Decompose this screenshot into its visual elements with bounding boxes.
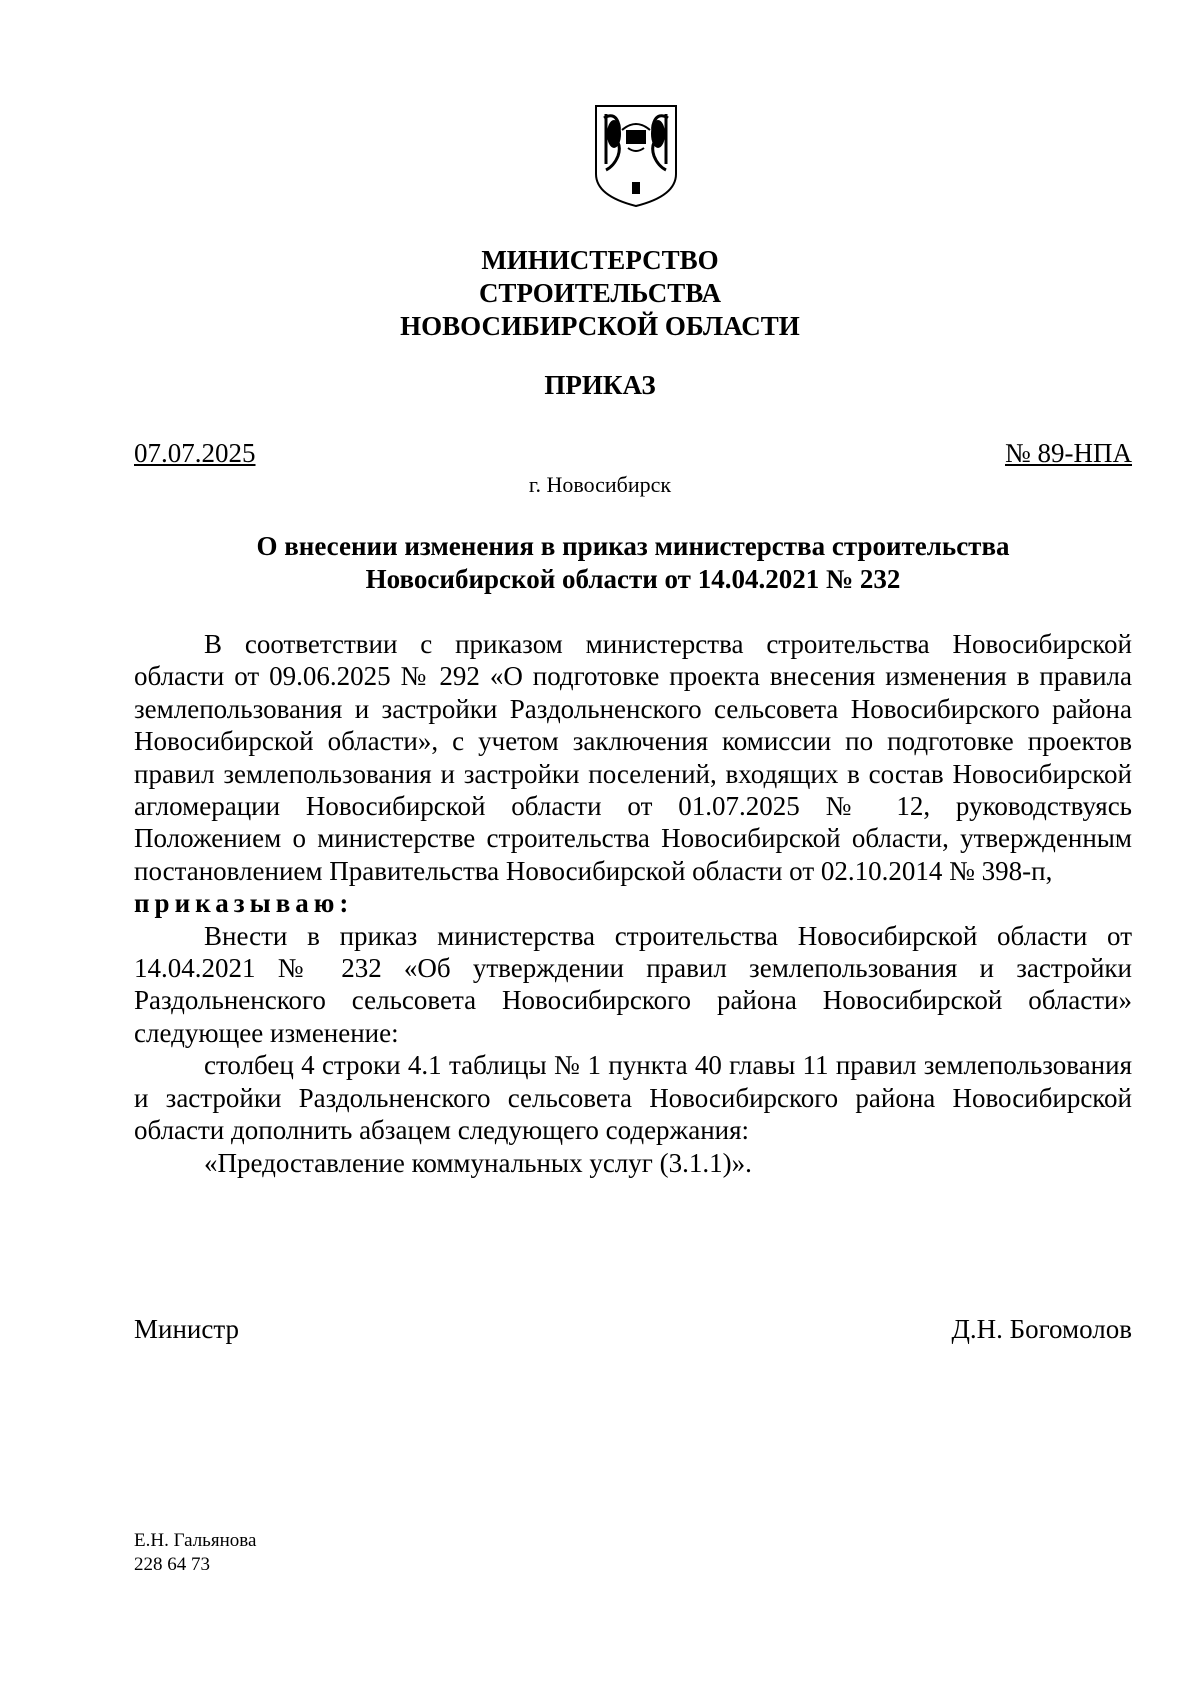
- body-paragraph-location: столбец 4 строки 4.1 таблицы № 1 пункта 40 главы 11 правил землепользования и застройки Раздольненского сельсовета Новосибирского района Новосибирской области дополнить абзацем следующего содержания:: [134, 1050, 1132, 1146]
- ministry-name: [0, 244, 1200, 343]
- order-subject-line-1: О внесении изменения в приказ министерства строительства: [256, 531, 1010, 561]
- body-paragraph-preamble: В соответствии с приказом министерства строительства Новосибирской области от 09.06.2025 № 292 «О подготовке проекта внесения изменения в правила землепользования и застройки Раздольненского сельсовета Новосибирского района Новосибирской области», с учетом заключения комиссии по подготовке проектов правил землепользования и застройки поселений, входящих в состав Новосибирской агломерации Новосибирской области от 01.07.2025 № 12, руководствуясь Положением о министерстве строительства Новосибирской области, утвержденным постановлением Правительства Новосибирской области от 02.10.2014 № 398-п,: [134, 629, 1132, 886]
- order-subject: [134, 530, 1132, 596]
- body-paragraph-amendment: Внести в приказ министерства строительства Новосибирской области от 14.04.2021 № 232 «Об утверждении правил землепользования и застройки Раздольненского сельсовета Новосибирского района Новосибирской области» следующее изменение:: [134, 920, 1132, 1048]
- order-keyword: [134, 887, 1132, 919]
- order-subject-line-2: Новосибирской области от 14.04.2021 № 232: [365, 564, 901, 594]
- city-name: г. Новосибирск: [528, 472, 672, 497]
- order-body: [134, 628, 1132, 1179]
- executor-name: Е.Н. Гальянова: [134, 1530, 257, 1551]
- ministry-name-line-2: СТРОИТЕЛЬСТВА: [478, 278, 722, 308]
- order-date: 07.07.2025: [134, 438, 256, 468]
- ministry-name-line-3: НОВОСИБИРСКОЙ ОБЛАСТИ: [400, 311, 800, 341]
- document-type-title: ПРИКАЗ: [544, 370, 656, 400]
- ministry-name-line-1: МИНИСТЕРСТВО: [481, 245, 719, 275]
- signatory-name: Д.Н. Богомолов: [951, 1314, 1132, 1344]
- order-number: № 89-НПА: [1005, 438, 1132, 468]
- order-keyword-text: приказываю:: [134, 888, 354, 919]
- coat-of-arms-icon: [592, 104, 680, 208]
- executor-phone: 228 64 73: [134, 1554, 210, 1575]
- body-paragraph-addition: «Предоставление коммунальных услуг (3.1.1)».: [204, 1147, 752, 1178]
- signatory-role: Министр: [134, 1314, 239, 1344]
